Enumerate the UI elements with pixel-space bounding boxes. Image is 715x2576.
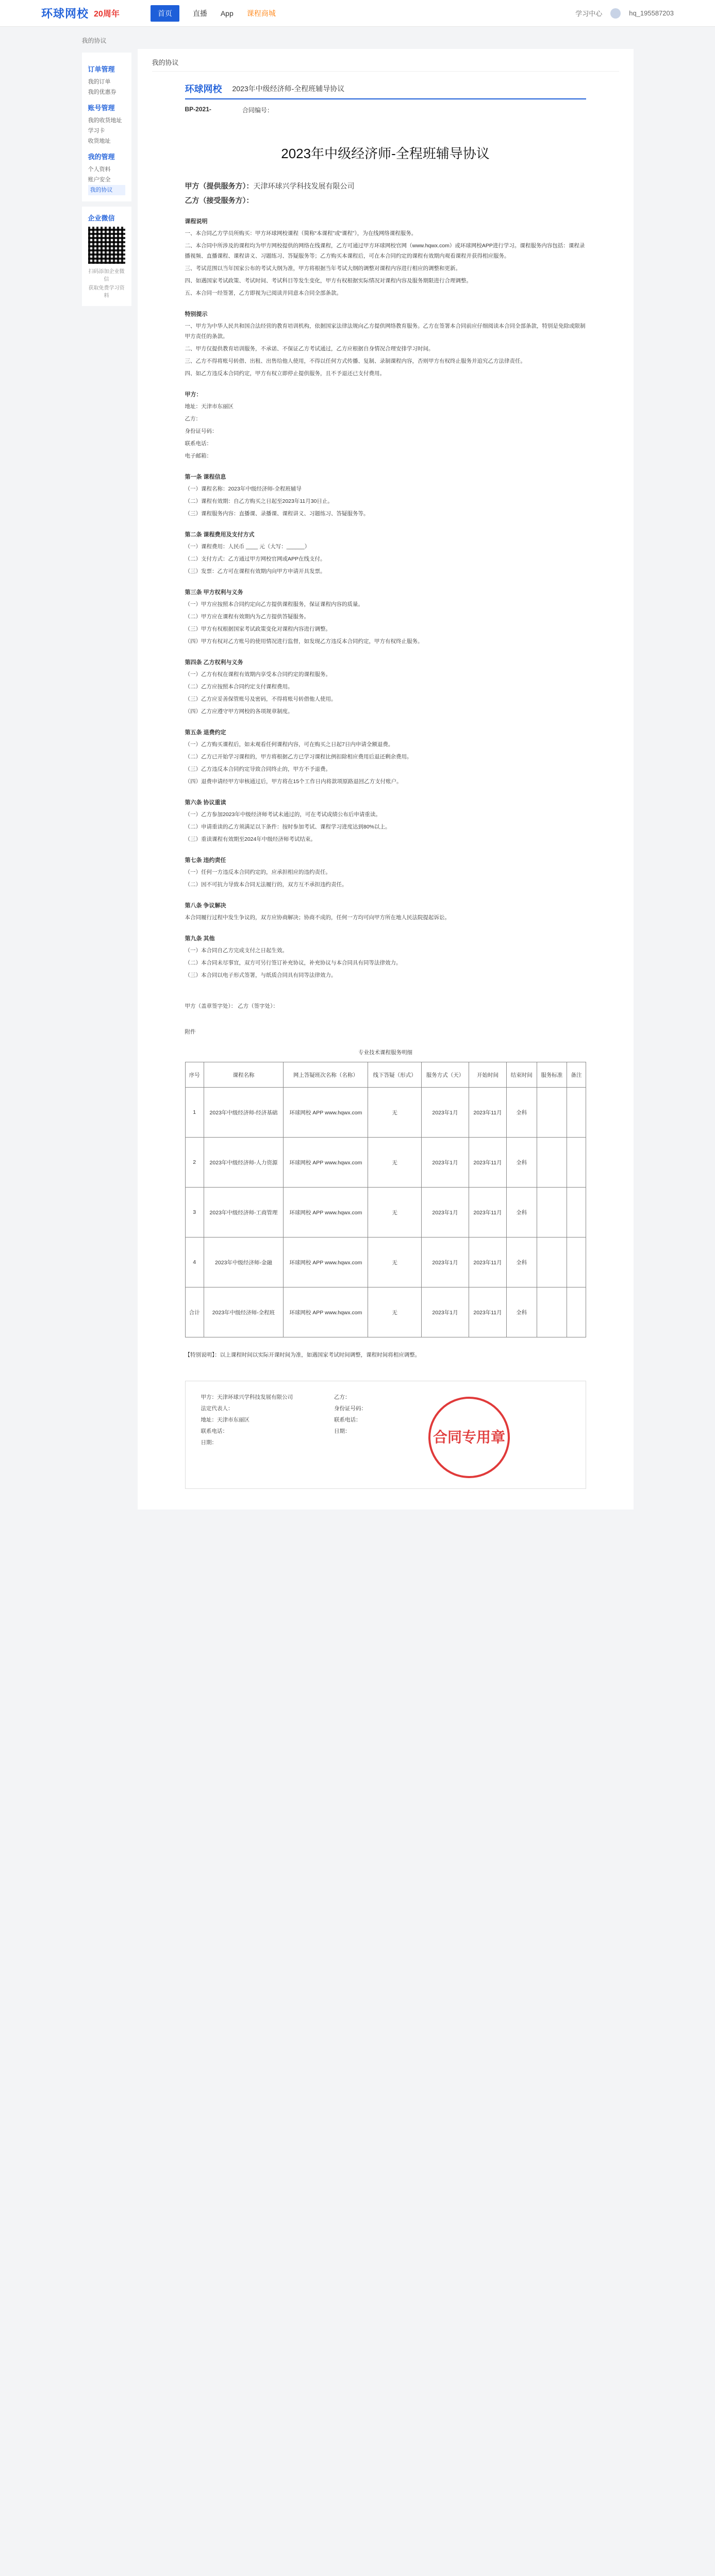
table-header-cell: 序号 (185, 1062, 204, 1088)
table-cell (567, 1238, 586, 1287)
signature-line: 法定代表人： (201, 1405, 234, 1412)
sidebar-group-account (88, 103, 125, 146)
section-paragraph: 本合同履行过程中发生争议的，双方应协商解决；协商不成的，任何一方均可向甲方所在地人民法院提起诉讼。 (185, 914, 450, 921)
table-cell (537, 1088, 567, 1138)
sidebar-group-orders (88, 64, 125, 97)
table-header-row (185, 1062, 586, 1088)
main-nav (151, 5, 276, 22)
signature-box (185, 1381, 586, 1489)
section-paragraph: （一）乙方有权在课程有效期内享受本合同约定的课程服务。 (185, 671, 331, 677)
agreement-document (138, 49, 634, 1510)
table-cell: 全科 (506, 1138, 537, 1188)
section-paragraph: （三）甲方有权根据国家考试政策变化对课程内容进行调整。 (185, 626, 331, 632)
section-heading: 第二条 课程费用及支付方式 (185, 532, 255, 538)
table-cell: 2023年11月 (469, 1238, 507, 1287)
table-cell: 环球网校 APP www.hqwx.com (284, 1188, 368, 1238)
sidebar-item-my-orders[interactable]: 我的订单 (88, 79, 111, 85)
table-cell: 无 (368, 1188, 421, 1238)
table-cell: 3 (185, 1188, 204, 1238)
sidebar-group-mine (88, 151, 125, 195)
table-cell: 2023年1月 (421, 1287, 469, 1337)
table-cell: 2023年中级经济师-人力资源 (204, 1138, 283, 1188)
signature-line: 身份证号码： (334, 1405, 367, 1412)
seal-text: 合同专用章 (433, 1429, 505, 1445)
section-paragraph: （一）本合同自乙方完成支付之日起生效。 (185, 947, 288, 954)
page-wrapper (82, 32, 634, 1510)
section-paragraph: 四、如乙方违反本合同约定，甲方有权立即停止提供服务，且不予退还已支付费用。 (185, 370, 385, 377)
contract-number-row (185, 106, 586, 114)
table-row (185, 1238, 586, 1287)
table-cell: 2023年1月 (421, 1238, 469, 1287)
sidebar-item-study-card[interactable]: 学习卡 (88, 128, 105, 134)
signature-line: 乙方： (334, 1394, 351, 1400)
table-cell: 2023年11月 (469, 1088, 507, 1138)
parties-block (185, 181, 586, 206)
section-paragraph: 一、本合同乙方学员所购买：甲方环球网校课程（简称“本课程”或“课程”），为在线网络课程服务。 (185, 230, 417, 236)
section-paragraph: 一、甲方为中华人民共和国合法经营的教育培训机构，依据国家法律法规向乙方提供网络教育服务。乙方在签署本合同前应仔细阅读本合同全部条款，特别是免除或限制甲方责任的条款。 (185, 323, 586, 340)
section-paragraph: （四）乙方应遵守甲方网校的各项规章制度。 (185, 708, 293, 715)
table-cell: 2023年1月 (421, 1188, 469, 1238)
brand-name: 环球网校 (41, 7, 89, 20)
section-heading: 第七条 违约责任 (185, 857, 226, 863)
table-cell: 2023年中级经济师-全程班 (204, 1287, 283, 1337)
section-heading: 甲方： (185, 392, 202, 398)
table-header-cell: 结束时间 (506, 1062, 537, 1088)
doc-logo: 环球网校 (185, 84, 222, 94)
party-a-signature (201, 1392, 293, 1478)
section-heading: 特别提示 (185, 311, 208, 317)
sidebar-group-title: 我的管理 (88, 153, 115, 161)
section-paragraph: 乙方： (185, 416, 201, 422)
user-area (575, 8, 674, 19)
table-cell: 2023年中级经济师-工商管理 (204, 1188, 283, 1238)
table-row (185, 1088, 586, 1138)
table-cell: 1 (185, 1088, 204, 1138)
signature-line: 联系电话： (201, 1428, 228, 1434)
section-heading: 课程说明 (185, 218, 208, 225)
signature-line: 日期： (201, 1439, 217, 1446)
sidebar-item-agreements[interactable]: 我的协议 (88, 185, 125, 195)
party-b-signature (334, 1392, 367, 1478)
table-cell: 4 (185, 1238, 204, 1287)
qr-code (88, 227, 125, 264)
section-paragraph: （一）课程名称：2023年中级经济师-全程班辅导 (185, 486, 302, 492)
sign-line: 甲方（盖章签字处）： 乙方（签字处）： (185, 1003, 278, 1009)
nav-live[interactable]: 直播 (192, 9, 207, 18)
table-cell: 全科 (506, 1088, 537, 1138)
doc-logo-subtitle: 2023年中级经济师-全程班辅导协议 (232, 84, 345, 93)
table-cell (567, 1188, 586, 1238)
table-header-cell: 服务方式（天） (421, 1062, 469, 1088)
section-paragraph: 三、乙方不得将账号转借、出租、出售给他人使用，不得以任何方式传播、复制、录制课程内容，否则甲方有权终止服务并追究乙方法律责任。 (185, 358, 526, 364)
company-seal (428, 1397, 510, 1478)
table-cell: 无 (368, 1088, 421, 1138)
table-cell: 2023年11月 (469, 1287, 507, 1337)
table-cell: 环球网校 APP www.hqwx.com (284, 1287, 368, 1337)
signature-line: 日期： (334, 1428, 351, 1434)
footnote: 【特别说明】：以上课程时间以实际开课时间为准，如遇国家考试时间调整，课程时间将相应调整。 (185, 1352, 421, 1358)
table-cell: 全科 (506, 1238, 537, 1287)
table-row (185, 1287, 586, 1337)
contract-number-label: 合同编号： (242, 107, 273, 114)
service-title: 企业微信 (88, 214, 115, 222)
section-paragraph: （二）课程有效期：自乙方购买之日起至2023年11月30日止。 (185, 498, 333, 504)
table-row (185, 1188, 586, 1238)
table-cell: 环球网校 APP www.hqwx.com (284, 1138, 368, 1188)
table-header-cell: 开始时间 (469, 1062, 507, 1088)
table-header-cell: 线下答疑（形式） (368, 1062, 421, 1088)
table-cell: 合计 (185, 1287, 204, 1337)
section-paragraph: （四）甲方有权对乙方账号的使用情况进行监督，如发现乙方违反本合同约定，甲方有权终止服务。 (185, 638, 423, 645)
section-paragraph: （二）乙方已开始学习课程的，甲方将根据乙方已学习课程比例扣除相应费用后退还剩余费用。 (185, 754, 412, 760)
section-paragraph: 身份证号码： (185, 428, 218, 434)
party-b (185, 195, 586, 206)
learning-center-link[interactable]: 学习中心 (575, 10, 603, 18)
table-cell: 环球网校 APP www.hqwx.com (284, 1088, 368, 1138)
table-cell: 无 (368, 1287, 421, 1337)
course-schedule-table (185, 1062, 586, 1337)
sidebar-item-profile[interactable]: 个人资料 (88, 166, 111, 173)
wechat-service-card (82, 207, 131, 306)
section-heading: 第五条 退费约定 (185, 730, 226, 736)
table-cell (537, 1287, 567, 1337)
table-cell: 全科 (506, 1188, 537, 1238)
table-cell: 无 (368, 1138, 421, 1188)
section-paragraph: （一）甲方应按照本合同约定向乙方提供课程服务，保证课程内容的质量。 (185, 601, 363, 607)
breadcrumb: 我的协议 (81, 37, 107, 44)
sidebar (82, 53, 131, 311)
page-title: 2023年中级经济师-全程班辅导协议 (281, 146, 490, 161)
section-heading: 第八条 争议解决 (185, 903, 226, 909)
anniversary-badge: 20周年 (94, 10, 120, 19)
section-paragraph: （三）发票：乙方可在课程有效期内向甲方申请开具发票。 (185, 568, 326, 574)
table-title: 专业技术课程服务明细 (358, 1049, 412, 1056)
table-cell (537, 1188, 567, 1238)
site-logo[interactable] (41, 5, 120, 21)
party-b-label: 乙方（接受服务方）： (185, 196, 254, 205)
agreement-sections (185, 217, 586, 980)
section-paragraph: （三）乙方应妥善保管账号及密码，不得将账号转借他人使用。 (185, 696, 337, 702)
section-paragraph: （二）本合同未尽事宜，双方可另行签订补充协议，补充协议与本合同具有同等法律效力。 (185, 960, 402, 966)
service-line: 获取免费学习资料 (88, 285, 125, 299)
section-heading: 第六条 协议重读 (185, 800, 226, 806)
contract-code: BP-2021- (185, 106, 211, 113)
table-row (185, 1138, 586, 1188)
table-cell (567, 1287, 586, 1337)
nav-app[interactable]: App (220, 9, 234, 18)
sidebar-item-address[interactable]: 我的收货地址 (88, 117, 122, 124)
section-paragraph: （二）甲方应在课程有效期内为乙方提供答疑服务。 (185, 614, 309, 620)
party-a-label: 甲方（提供服务方）： (185, 182, 254, 190)
section-paragraph: 二、甲方仅提供教育培训服务，不承诺、不保证乙方考试通过，乙方应根据自身情况合理安排学习时间。 (185, 346, 434, 352)
party-a-name: 天津环球兴学科技发展有限公司 (253, 182, 355, 190)
section-paragraph: （一）乙方购买课程后，如未观看任何课程内容，可在购买之日起7日内申请全额退费。 (185, 741, 394, 748)
doc-body (152, 72, 619, 1494)
table-cell: 环球网校 APP www.hqwx.com (284, 1238, 368, 1287)
table-cell: 无 (368, 1238, 421, 1287)
section-paragraph: 三、考试范围以当年国家公布的考试大纲为准，甲方将根据当年考试大纲的调整对课程内容进行相应的调整和更新。 (185, 265, 461, 272)
section-paragraph: 电子邮箱： (185, 453, 212, 459)
table-cell: 2023年1月 (421, 1138, 469, 1188)
signature-line: 甲方：天津环球兴学科技发展有限公司 (201, 1394, 293, 1400)
table-cell (537, 1238, 567, 1287)
nav-course-mall[interactable]: 课程商城 (246, 9, 276, 18)
table-cell (537, 1138, 567, 1188)
sidebar-group-title: 账号管理 (88, 104, 115, 112)
section-paragraph: （一）课程费用：人民币 ____ 元（大写：______） (185, 544, 310, 550)
sidebar-item-shipping[interactable]: 收货地址 (88, 138, 111, 144)
section-paragraph: 地址：天津市东丽区 (185, 403, 234, 410)
section-heading: 第四条 乙方权利与义务 (185, 659, 243, 666)
table-body (185, 1088, 586, 1337)
table-cell: 2023年11月 (469, 1138, 507, 1188)
table-header-cell: 课程名称 (204, 1062, 283, 1088)
table-header-cell: 网上答疑班次名称（名称） (284, 1062, 368, 1088)
table-cell: 全科 (506, 1287, 537, 1337)
table-cell: 2 (185, 1138, 204, 1188)
section-paragraph: （三）本合同以电子形式签署，与纸质合同具有同等法律效力。 (185, 972, 337, 978)
section-paragraph: （三）乙方违反本合同约定导致合同终止的，甲方不予退费。 (185, 766, 331, 772)
section-paragraph: 二、本合同中所涉及的课程均为甲方网校提供的网络在线课程，乙方可通过甲方环球网校官网（www.hqwx.com）或环球网校APP进行学习。课程服务内容包括：课程录播视频、直播课程、课程讲义、习题练习、答疑服务等；乙方购买本课程后，可在本合同约定的课程有效期内观看课程并获得相应服务。 (185, 243, 585, 259)
attachment-label: 附件 (185, 1029, 196, 1035)
sidebar-item-security[interactable]: 账户安全 (88, 177, 111, 183)
doc-logo-row (185, 82, 586, 99)
section-paragraph: （一）乙方参加2023年中级经济师考试未通过的，可在考试成绩公布后申请重读。 (185, 811, 381, 818)
section-paragraph: 联系电话： (185, 440, 212, 447)
table-cell: 2023年1月 (421, 1088, 469, 1138)
sidebar-group-title: 订单管理 (88, 65, 115, 73)
table-cell: 2023年中级经济师-经济基础 (204, 1088, 283, 1138)
service-line: 扫码添加企业微信 (88, 269, 125, 282)
username[interactable]: hq_195587203 (629, 9, 674, 17)
section-paragraph: 五、本合同一经签署，乙方即视为已阅读并同意本合同全部条款。 (185, 290, 342, 296)
sidebar-item-coupons[interactable]: 我的优惠券 (88, 89, 117, 95)
table-cell: 2023年11月 (469, 1188, 507, 1238)
sidebar-menu (82, 53, 131, 201)
section-heading: 第九条 其他 (185, 936, 215, 942)
section-paragraph: （三）课程服务内容：直播课、录播课、课程讲义、习题练习、答疑服务等。 (185, 511, 369, 517)
table-cell: 2023年中级经济师-金融 (204, 1238, 283, 1287)
table-cell (567, 1088, 586, 1138)
party-a (185, 181, 586, 191)
section-paragraph: （二）乙方应按照本合同约定支付课程费用。 (185, 684, 293, 690)
nav-home[interactable]: 首页 (151, 5, 179, 22)
table-header-cell: 服务标准 (537, 1062, 567, 1088)
table-header-cell: 备注 (567, 1062, 586, 1088)
section-paragraph: 四、如遇国家考试政策、考试时间、考试科目等发生变化，甲方有权根据实际情况对课程内容及服务期限进行合理调整。 (185, 278, 472, 284)
signature-line: 联系电话： (334, 1417, 361, 1423)
table-cell (567, 1138, 586, 1188)
section-paragraph: （二）支付方式：乙方通过甲方网校官网或APP在线支付。 (185, 556, 326, 562)
section-heading: 第三条 甲方权利与义务 (185, 589, 243, 596)
section-paragraph: （二）申请重读的乙方须满足以下条件：按时参加考试、课程学习进度达到80%以上。 (185, 824, 391, 830)
section-paragraph: （四）退费申请经甲方审核通过后，甲方将在15个工作日内将款项原路退回乙方支付账户。 (185, 778, 402, 785)
section-paragraph: （二）因不可抗力导致本合同无法履行的，双方互不承担违约责任。 (185, 882, 347, 888)
section-paragraph: （三）重读课程有效期至2024年中级经济师考试结束。 (185, 836, 316, 842)
avatar[interactable] (610, 8, 621, 19)
section-heading: 第一条 课程信息 (185, 474, 226, 480)
top-navigation-bar (0, 0, 715, 27)
doc-header-title: 我的协议 (152, 57, 619, 72)
signature-line: 地址：天津市东丽区 (201, 1417, 250, 1423)
section-paragraph: （一）任何一方违反本合同约定的，应承担相应的违约责任。 (185, 869, 331, 875)
